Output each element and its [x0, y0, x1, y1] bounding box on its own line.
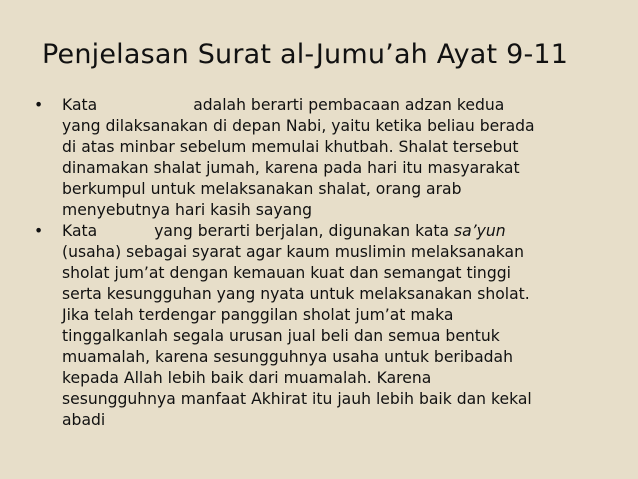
bullet-item-2 — [34, 221, 620, 431]
bullet-2-line-1-middle: yang berarti berjalan, digunakan kata — [154, 222, 450, 240]
bullet-1-line-2: yang dilaksanakan di depan Nabi, yaitu ketika beliau berada — [62, 117, 535, 135]
bullet-dot: • — [34, 96, 44, 114]
bullet-1-line-1-end: adalah berarti pembacaan adzan kedua — [193, 96, 505, 114]
bullet-2-line-3: sholat jum’at dengan kemauan kuat dan semangat tinggi — [62, 264, 511, 282]
bullet-1-line-1 — [62, 95, 620, 116]
bullet-1-line-4: dinamakan shalat jumah, karena pada hari itu masyarakat — [62, 159, 520, 177]
bullet-2-line-2: (usaha) sebagai syarat agar kaum muslimin melaksanakan — [62, 243, 524, 261]
bullet-dot: • — [34, 222, 44, 240]
bullet-1-line-6: menyebutnya hari kasih sayang — [62, 201, 313, 219]
bullet-2-line-1 — [62, 221, 620, 242]
slide-title: Penjelasan Surat al-Jumu’ah Ayat 9-11 — [42, 39, 569, 70]
bullet-2-line-7: muamalah, karena sesungguhnya usaha untuk beribadah — [62, 348, 513, 366]
bullet-1-line-5: berkumpul untuk melaksanakan shalat, orang arab — [62, 180, 462, 198]
bullet-2-line-10: abadi — [62, 411, 106, 429]
bullet-list — [34, 95, 620, 431]
bullet-1-line-1-start: Kata — [62, 96, 98, 114]
bullet-2-line-6: tinggalkanlah segala urusan jual beli dan semua bentuk — [62, 327, 500, 345]
bullet-item-1 — [34, 95, 620, 221]
bullet-2-line-4: serta kesungguhan yang nyata untuk melaksanakan sholat. — [62, 285, 530, 303]
bullet-2-line-1-start: Kata — [62, 222, 98, 240]
bullet-1-line-3: di atas minbar sebelum memulai khutbah. Shalat tersebut — [62, 138, 519, 156]
bullet-2-line-9: sesungguhnya manfaat Akhirat itu jauh lebih baik dan kekal — [62, 390, 532, 408]
bullet-2-line-5: Jika telah terdengar panggilan sholat jum’at maka — [62, 306, 454, 324]
italic-term: sa’yun — [454, 222, 506, 240]
bullet-2-line-8: kepada Allah lebih baik dari muamalah. Karena — [62, 369, 432, 387]
